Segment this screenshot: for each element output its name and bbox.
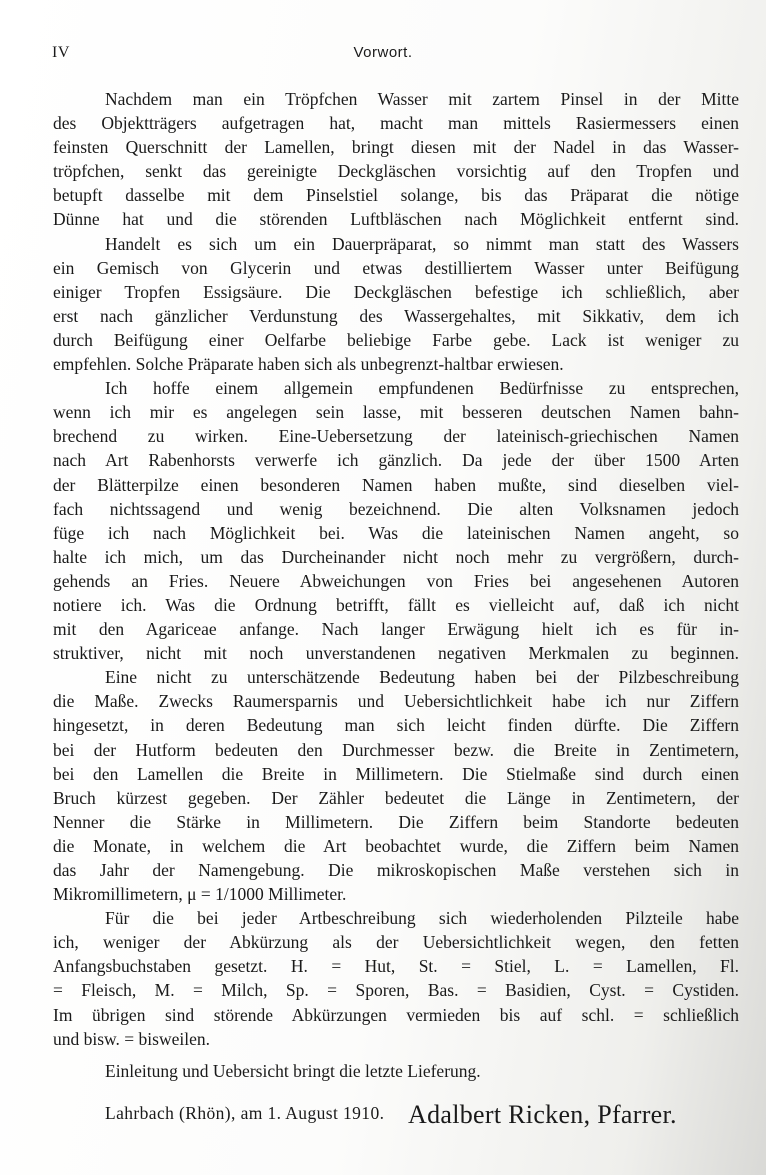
closing-note: Einleitung und Uebersicht bringt die letzte Lieferung. [105,1060,481,1081]
text-line: halte ich mich, um das Durcheinander nicht noch mehr zu vergrößern, durch- [53,546,739,567]
text-line: des Objektträgers aufgetragen hat, macht man mittels Rasiermessers einen [53,113,739,134]
text-line: gehends an Fries. Neuere Abweichungen von Fries bei angesehenen Autoren [53,570,739,591]
paragraph-abbreviations [53,906,739,1051]
text-line: und bisw. = bisweilen. [53,1028,210,1049]
text-line: füge ich nach Möglichkeit bei. Was die lateinischen Namen angeht, so [53,522,739,543]
text-line: Im übrigen sind störende Abkürzungen vermieden bis auf schl. = schließlich [53,1004,739,1025]
text-line: struktiver, nicht mit noch unverstandenen negativen Merkmalen zu beginnen. [53,643,739,664]
text-line: feinsten Querschnitt der Lamellen, bringt diesen mit der Nadel in das Wasser- [53,137,739,158]
text-line: Dünne hat und die störenden Luftbläschen nach Möglichkeit entfernt sind. [53,209,739,230]
text-line: Eine nicht zu unterschätzende Bedeutung haben bei der Pilzbeschreibung [105,667,739,688]
text-line: das Jahr der Namengebung. Die mikroskopischen Maße verstehen sich in [53,860,739,880]
page-number: IV [52,44,70,61]
text-line: nach Art Rabenhorsts verwerfe ich gänzlich. Da jede der über 1500 Arten [53,450,739,471]
text-line: Nenner die Stärke in Millimetern. Die Ziffern beim Standorte bedeuten [53,811,739,832]
text-line: der Blätterpilze einen besonderen Namen haben mußte, sind dieselben viel- [53,474,739,495]
text-line: die Maße. Zwecks Raumersparnis und Uebersichtlichkeit habe ich nur Ziffern [53,691,739,712]
text-line: Für die bei jeder Artbeschreibung sich wiederholenden Pilzteile habe [105,908,739,929]
page-header [52,44,714,68]
text-line: fach nichtssagend und wenig bezeichnend. Die alten Volksnamen jedoch [53,498,739,519]
text-line: Bruch kürzest gegeben. Der Zähler bedeutet die Länge in Zentimetern, der [53,787,739,808]
paragraph-measurements [53,665,739,906]
text-line: Ich hoffe einem allgemein empfundenen Bedürfnisse zu entsprechen, [105,378,739,399]
place-date: Lahrbach (Rhön), am 1. August 1910. [105,1102,385,1123]
text-line: ich, weniger der Abkürzung als der Uebersichtlichkeit wegen, den fetten [53,932,739,953]
text-line: durch Beifügung einer Oelfarbe beliebige Farbe gebe. Lack ist weniger zu [53,329,739,350]
text-line: bei den Lamellen die Breite in Millimetern. Die Stielmaße sind durch einen [53,763,739,784]
text-line: ein Gemisch von Glycerin und etwas destilliertem Wasser unter Beifügung [53,257,739,278]
text-line: hingesetzt, in deren Bedeutung man sich leicht finden dürfte. Die Ziffern [53,715,739,736]
text-line: Nachdem man ein Tröpfchen Wasser mit zartem Pinsel in der Mitte [105,89,739,109]
paragraph-naming [53,376,739,665]
text-line: wenn ich mir es angelegen sein lasse, mit besseren deutschen Namen bahn- [53,402,739,423]
paragraph-permanent-preparation [53,232,739,377]
paragraph-microscope-preparation [53,87,739,232]
author-signature: Adalbert Ricken, Pfarrer. [408,1100,677,1129]
text-line: notiere ich. Was die Ordnung betrifft, fällt es vielleicht auf, daß ich nicht [53,594,739,615]
text-line: mit den Agariceae anfange. Nach langer Erwägung hielt ich es für in- [53,619,739,640]
text-line: bei der Hutform bedeuten den Durchmesser bezw. die Breite in Zentimetern, [53,739,739,760]
text-line: = Fleisch, M. = Milch, Sp. = Sporen, Bas. = Basidien, Cyst. = Cystiden. [53,980,739,1001]
text-line: Mikromillimetern, μ = 1/1000 Millimeter. [53,884,347,905]
text-line: brechend zu wirken. Eine-Uebersetzung der lateinisch-griechischen Namen [53,426,739,447]
text-line: Anfangsbuchstaben gesetzt. H. = Hut, St. = Stiel, L. = Lamellen, Fl. [53,956,739,977]
running-title: Vorwort. [353,44,413,61]
text-line: Handelt es sich um ein Dauerpräparat, so nimmt man statt des Wassers [105,233,739,254]
text-line: betupft dasselbe mit dem Pinselstiel solange, bis das Präparat die nötige [53,185,739,206]
text-line: tröpfchen, senkt das gereinigte Deckgläschen vorsichtig auf den Tropfen und [53,161,739,182]
text-line: empfehlen. Solche Präparate haben sich als unbegrenzt-haltbar erwiesen. [53,354,564,375]
text-line: die Monate, in welchem die Art beobachtet wurde, die Ziffern beim Namen [53,835,739,856]
preface-text [53,87,739,1125]
text-line: einiger Tropfen Essigsäure. Die Deckgläschen befestige ich schließlich, aber [53,281,739,302]
text-line: erst nach gänzlicher Verdunstung des Wassergehaltes, mit Sikkativ, dem ich [53,305,739,326]
